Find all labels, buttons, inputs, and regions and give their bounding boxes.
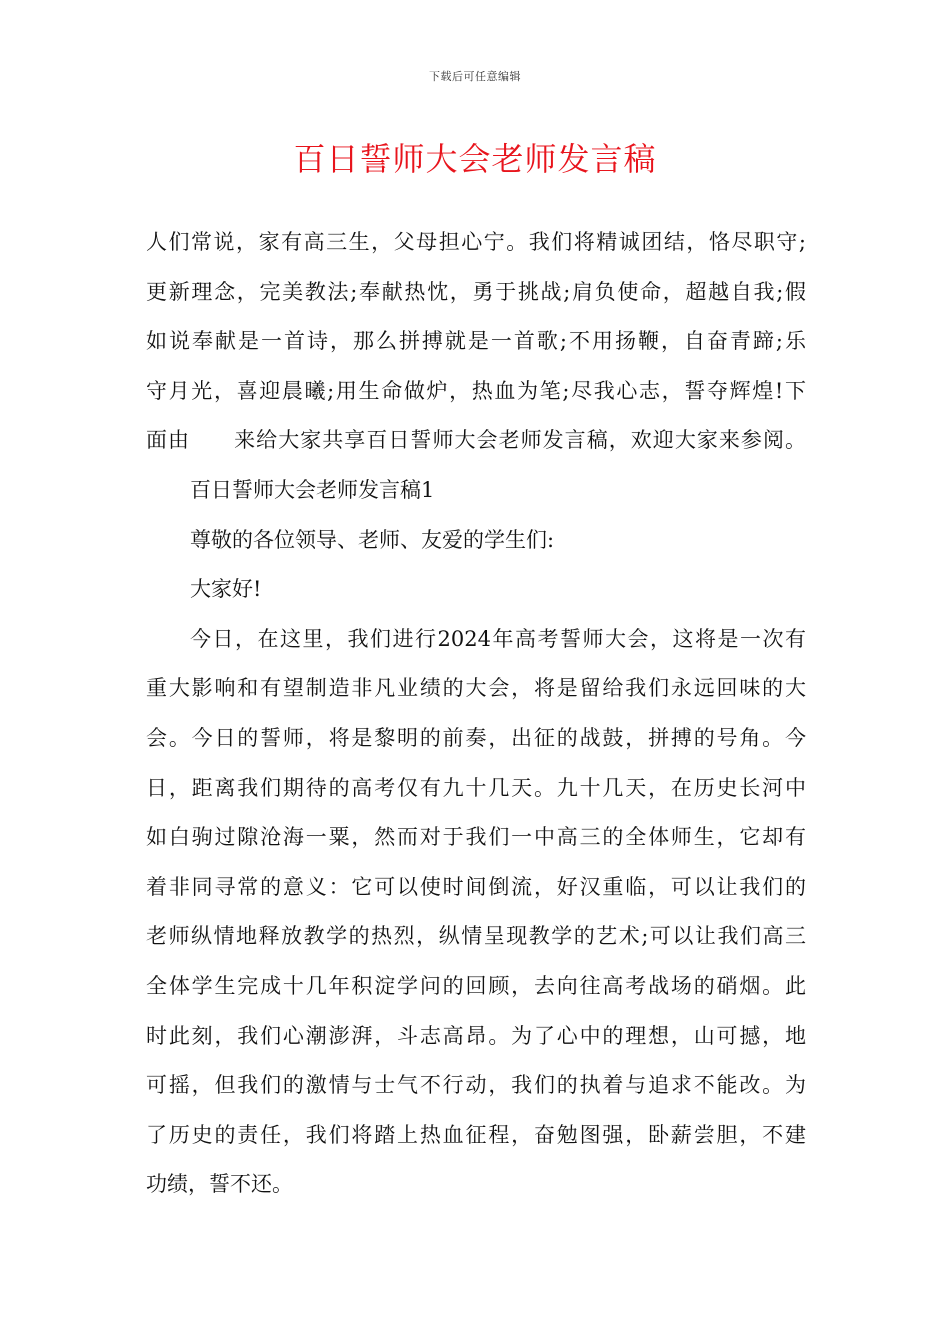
- paragraph-line: 时此刻，我们心潮澎湃，斗志高昂。为了心中的理想，山可撼，地: [146, 1023, 806, 1048]
- paragraph-line: 全体学生完成十几年积淀学问的回顾，去向往高考战场的硝烟。此: [146, 973, 806, 998]
- intro-line: 面由 来给大家共享百日誓师大会老师发言稿，欢迎大家来参阅。: [146, 428, 806, 453]
- intro-line: 人们常说，家有高三生，父母担心宁。我们将精诚团结，恪尽职守;: [146, 230, 806, 254]
- paragraph-line: 老师纵情地释放教学的热烈，纵情呈现教学的艺术;可以让我们高三: [146, 924, 806, 949]
- paragraph-line: 可摇，但我们的激情与士气不行动，我们的执着与追求不能改。为: [146, 1073, 806, 1098]
- page-title: 百日誓师大会老师发言稿: [293, 140, 657, 178]
- paragraph-line: 功绩，誓不还。: [146, 1172, 293, 1197]
- intro-line: 如说奉献是一首诗，那么拼搏就是一首歌;不用扬鞭，自奋青蹄;乐: [146, 329, 806, 354]
- paragraph-line: 如白驹过隙沧海一粟，然而对于我们一中高三的全体师生，它却有: [146, 825, 806, 850]
- paragraph-line: 了历史的责任，我们将踏上热血征程，奋勉图强，卧薪尝胆，不建: [146, 1122, 806, 1147]
- header-note: 下载后可任意编辑: [429, 70, 521, 83]
- paragraph-line: 重大影响和有望制造非凡业绩的大会，将是留给我们永远回味的大: [146, 676, 806, 701]
- paragraph-line: 着非同寻常的意义：它可以使时间倒流，好汉重临，可以让我们的: [146, 874, 806, 899]
- intro-line: 更新理念，完美教法;奉献热忱，勇于挑战;肩负使命，超越自我;假: [146, 279, 806, 304]
- section-heading: 百日誓师大会老师发言稿1: [190, 477, 435, 502]
- paragraph-line: 日，距离我们期待的高考仅有九十几天。九十几天，在历史长河中: [146, 775, 806, 800]
- greeting: 大家好!: [190, 577, 262, 602]
- document-body: [146, 218, 806, 1210]
- intro-line: 守月光，喜迎晨曦;用生命做炉，热血为笔;尽我心志，誓夺辉煌!下: [146, 378, 806, 403]
- salutation: 尊敬的各位领导、老师、友爱的学生们:: [190, 527, 555, 552]
- paragraph-line: 今日，在这里，我们进行2024年高考誓师大会，这将是一次有: [190, 626, 806, 651]
- paragraph-line: 会。今日的誓师，将是黎明的前奏，出征的战鼓，拼搏的号角。今: [146, 725, 806, 750]
